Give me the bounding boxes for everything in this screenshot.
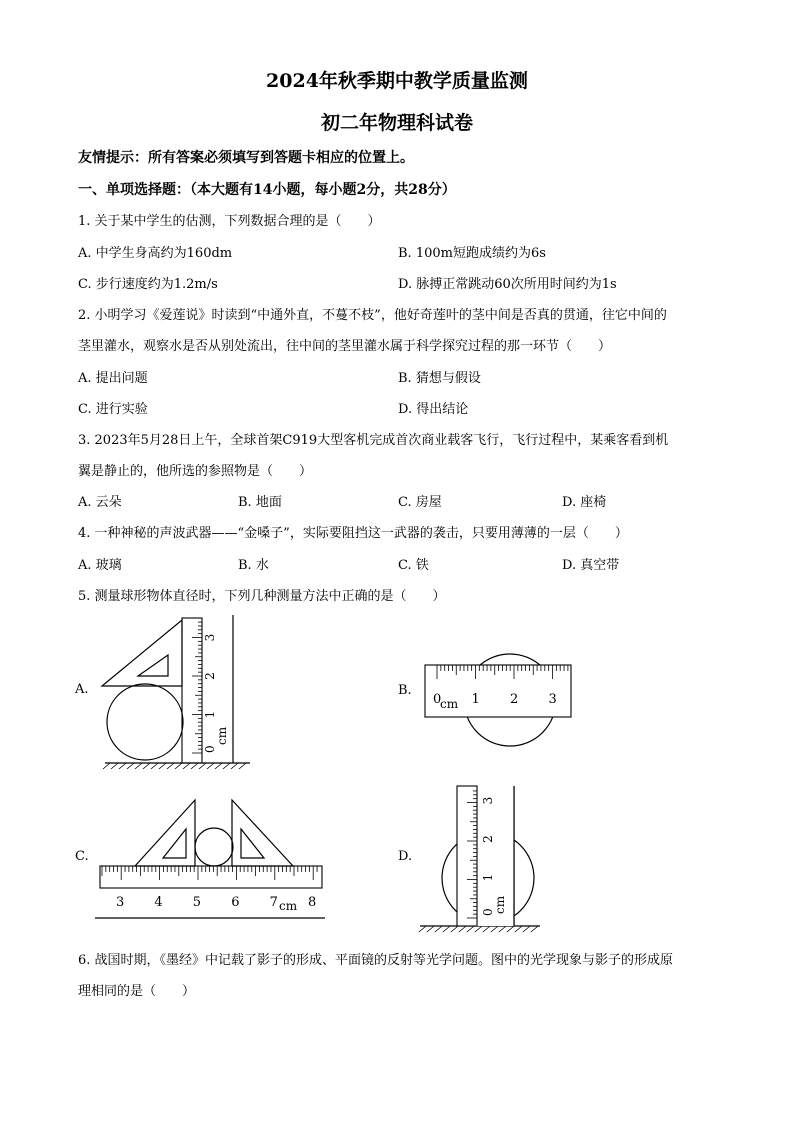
question-3-option-c: C. 房屋 [398, 495, 442, 510]
tick-label: 3 [548, 692, 557, 707]
unit-label: cm [493, 895, 507, 914]
question-4-stem: 4. 一种神秘的声波武器——“金嗓子”，实际要阻挡这一武器的袭击，只要用薄薄的一层（ ） [78, 526, 628, 541]
tick-label: 0 [203, 745, 217, 753]
question-2-option-a: A. 提出问题 [78, 371, 148, 386]
unit-label: cm [215, 726, 229, 745]
question-1-option-d: D. 脉搏正常跳动60次所用时间约为1s [398, 277, 617, 292]
tick-label: 1 [203, 710, 217, 719]
tick-label: 5 [192, 895, 202, 910]
tick-label: 8 [308, 895, 317, 910]
unit-label: cm [440, 697, 459, 711]
question-1-option-c: C. 步行速度约为1.2m/s [78, 277, 218, 292]
question-4-option-c: C. 铁 [398, 558, 429, 573]
tick-label: 3 [481, 796, 495, 805]
tick-label: 3 [203, 633, 217, 642]
question-5-option-d: D. [398, 849, 413, 864]
question-4-option-a: A. 玻璃 [78, 558, 122, 573]
tick-label: 3 [116, 895, 125, 910]
tick-label: 1 [471, 692, 480, 707]
question-2-stem-line-2: 茎里灌水，观察水是否从别处流出，往中间的茎里灌水属于科学探究过程的那一环节（ ） [78, 339, 612, 354]
question-5-option-b: B. [398, 683, 412, 698]
question-4-option-d: D. 真空带 [562, 558, 620, 573]
unit-label: cm [279, 899, 298, 913]
question-2-option-b: B. 猜想与假设 [398, 371, 481, 386]
exam-subtitle: 初二年物理科试卷 [320, 112, 473, 134]
question-6-stem-line-1: 6. 战国时期，《墨经》中记载了影子的形成、平面镜的反射等光学问题。图中的光学现象与影子的形成原 [78, 953, 674, 968]
question-5-stem: 5. 测量球形物体直径时，下列几种测量方法中正确的是（ ） [78, 589, 446, 604]
friendly-hint: 友情提示：所有答案必须填写到答题卡相应的位置上。 [78, 150, 414, 166]
question-2-stem-line-1: 2. 小明学习《爱莲说》时读到“中通外直，不蔓不枝”，他好奇莲叶的茎中间是否真的贯通，往它中间的 [78, 308, 667, 323]
tick-label: 0 [433, 692, 442, 707]
exam-title: 2024年秋季期中教学质量监测 [266, 70, 528, 92]
question-6-stem-line-2: 理相同的是（ ） [78, 984, 196, 999]
question-3-option-d: D. 座椅 [562, 495, 607, 510]
question-1-option-b: B. 100m短跑成绩约为6s [398, 246, 546, 261]
question-1-option-a: A. 中学生身高约为160dm [78, 246, 233, 261]
section-heading: 一、单项选择题：（本大题有14小题，每小题2分，共28分） [78, 182, 456, 198]
tick-label: 2 [481, 835, 495, 843]
tick-label: 0 [481, 908, 495, 916]
question-1-stem: 1. 关于某中学生的估测，下列数据合理的是（ ） [78, 214, 381, 229]
question-3-option-b: B. 地面 [238, 495, 282, 510]
tick-label: 1 [481, 873, 495, 882]
question-3-stem-line-1: 3. 2023年5月28日上午，全球首架C919大型客机完成首次商业载客飞行，飞行过程中，某乘客看到机 [78, 433, 669, 448]
tick-label: 2 [510, 692, 519, 707]
question-3-stem-line-2: 翼是静止的，他所选的参照物是（ ） [78, 464, 313, 479]
question-5-option-a: A. [75, 682, 89, 697]
tick-label: 7 [269, 895, 278, 910]
question-2-option-c: C. 进行实验 [78, 402, 148, 417]
question-5-option-c: C. [75, 849, 89, 864]
question-3-option-a: A. 云朵 [78, 495, 122, 510]
question-4-option-b: B. 水 [238, 558, 269, 573]
tick-label: 4 [154, 895, 163, 910]
tick-label: 2 [203, 672, 217, 680]
question-2-option-d: D. 得出结论 [398, 402, 469, 417]
tick-label: 6 [231, 895, 240, 910]
